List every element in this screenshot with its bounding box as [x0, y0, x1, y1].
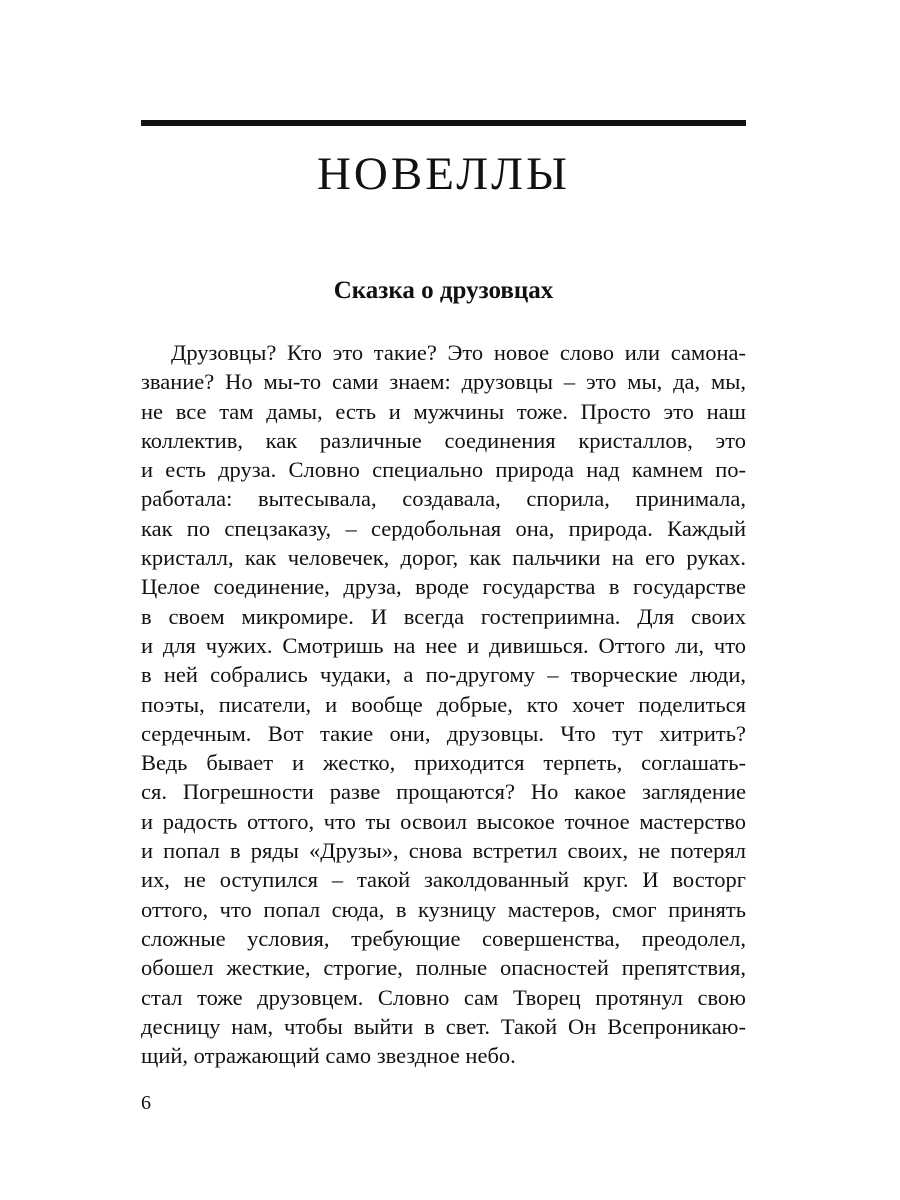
- body-paragraph: [141, 338, 746, 1070]
- text-line: кристалл, как человечек, дорог, как пальчики на его руках.: [141, 545, 746, 571]
- section-title: Сказка о друзовцах: [333, 277, 554, 304]
- chapter-title: НОВЕЛЛЫ: [316, 148, 571, 200]
- text-line: их, не оступился – такой заколдованный круг. И восторг: [141, 867, 746, 893]
- text-line: как по спецзаказу, – сердобольная она, природа. Каждый: [141, 515, 746, 541]
- text-line: Друзовцы? Кто это такие? Это новое слово или самона-: [171, 340, 746, 365]
- text-line: сердечным. Вот такие они, друзовцы. Что тут хитрить?: [141, 720, 746, 746]
- text-line: работала: вытесывала, создавала, спорила, принимала,: [141, 486, 746, 512]
- text-line: стал тоже друзовцем. Словно сам Творец протянул свою: [141, 984, 746, 1010]
- text-line: коллектив, как различные соединения кристаллов, это: [141, 427, 746, 453]
- text-line: в своем микромире. И всегда гостеприимна. Для своих: [141, 603, 746, 629]
- text-line: звание? Но мы-то сами знаем: друзовцы – это мы, да, мы,: [141, 369, 746, 395]
- text-line: поэты, писатели, и вообще добрые, кто хочет поделиться: [141, 691, 746, 717]
- text-line: и попал в ряды «Друзы», снова встретил своих, не потерял: [141, 838, 746, 864]
- text-line: и есть друза. Словно специально природа над камнем по-: [141, 457, 746, 483]
- chapter-rule: [141, 120, 746, 126]
- text-line: Ведь бывает и жестко, приходится терпеть, соглашать-: [141, 750, 746, 776]
- text-line: оттого, что попал сюда, в кузницу мастеров, смог принять: [141, 896, 746, 922]
- text-line: и радость оттого, что ты освоил высокое точное мастерство: [141, 808, 746, 834]
- page-number: 6: [141, 1092, 151, 1114]
- text-line: десницу нам, чтобы выйти в свет. Такой Он Всепроникаю-: [141, 1013, 746, 1039]
- text-line: обошел жесткие, строгие, полные опасностей препятствия,: [141, 955, 746, 981]
- text-line: ся. Погрешности разве прощаются? Но какое заглядение: [141, 779, 746, 805]
- text-line: не все там дамы, есть и мужчины тоже. Просто это наш: [141, 398, 746, 424]
- text-line: и для чужих. Смотришь на нее и дивишься. Оттого ли, что: [141, 632, 746, 658]
- text-line: щий, отражающий само звездное небо.: [141, 1043, 516, 1069]
- text-line: Целое соединение, друза, вроде государства в государстве: [141, 574, 746, 600]
- text-line: сложные условия, требующие совершенства, преодолел,: [141, 925, 746, 951]
- text-line: в ней собрались чудаки, а по-другому – творческие люди,: [141, 662, 746, 688]
